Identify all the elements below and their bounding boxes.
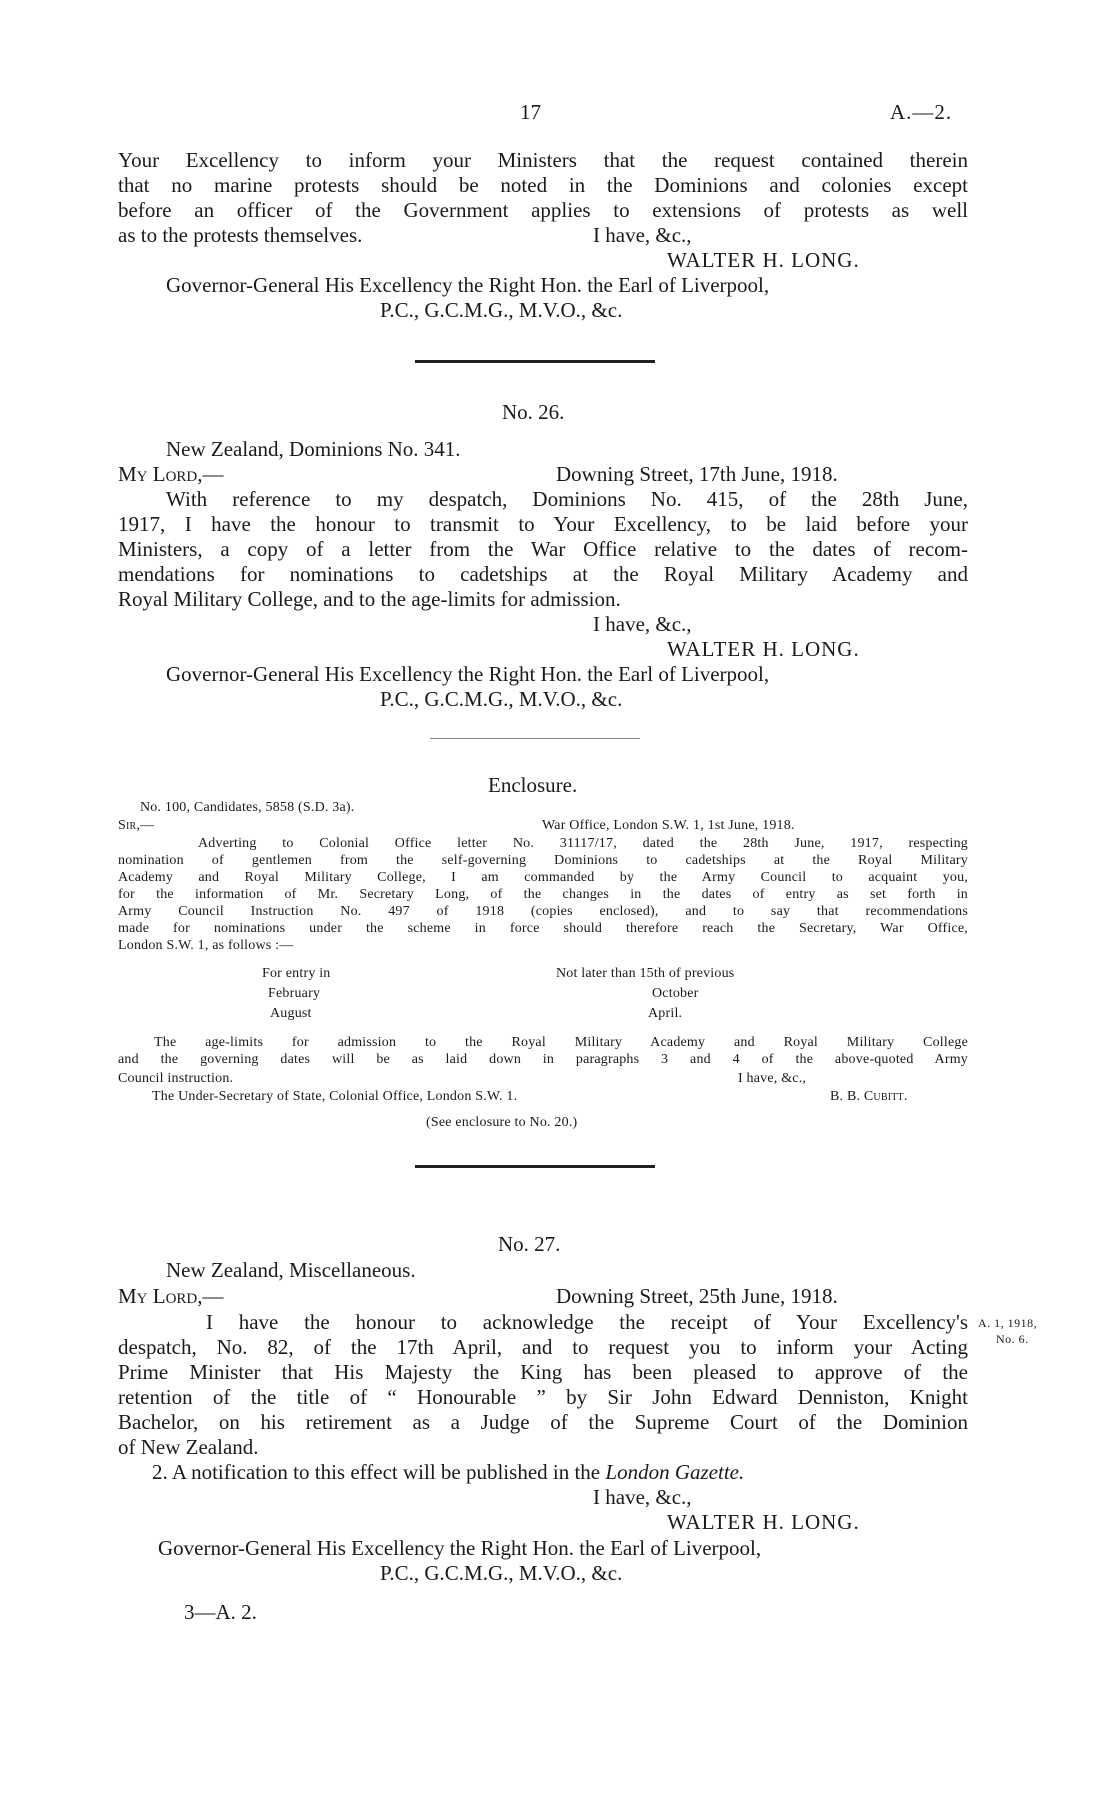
text-line: The age-limits for admission to the Royal Military Academy and Royal Military College xyxy=(154,1035,968,1050)
enclosure-heading: Enclosure. xyxy=(488,773,578,797)
despatch-reference: New Zealand, Dominions No. 341. xyxy=(166,437,461,461)
text-line: nomination of gentlemen from the self-governing Dominions to cadetships at the Royal Military xyxy=(118,853,968,868)
margin-note: No. 6. xyxy=(996,1332,1029,1346)
table-cell-entry: February xyxy=(268,986,321,1001)
text-line: Your Excellency to inform your Ministers that the request contained therein xyxy=(118,148,968,172)
text-line: Adverting to Colonial Office letter No. 31117/17, dated the 28th June, 1917, respecting xyxy=(198,836,968,851)
text-line: Army Council Instruction No. 497 of 1918 (copies enclosed), and to say that recommendations xyxy=(118,904,968,919)
paper-reference: A.—2. xyxy=(890,100,953,124)
table-cell-deadline: April. xyxy=(648,1006,683,1021)
enclosure-paragraph-2 xyxy=(118,1034,968,1068)
paragraph-2 xyxy=(152,1460,744,1485)
despatch-body xyxy=(118,487,968,587)
text-line: before an officer of the Government applies to extensions of protests as well xyxy=(118,198,968,222)
text-line: and the governing dates will be as laid down in paragraphs 3 and 4 of the above-quoted Army xyxy=(118,1052,968,1067)
text-line: Council instruction. xyxy=(118,1071,234,1086)
continuation-paragraph xyxy=(118,148,968,223)
addressee-honours: P.C., G.C.M.G., M.V.O., &c. xyxy=(380,687,623,711)
despatch-heading: No. 27. xyxy=(498,1232,561,1256)
addressee: The Under-Secretary of State, Colonial Office, London S.W. 1. xyxy=(152,1089,518,1104)
page-number: 17 xyxy=(520,100,541,124)
despatch-body xyxy=(118,1310,968,1435)
paragraph-2-text: 2. A notification to this effect will be published in the xyxy=(152,1460,601,1484)
signature-mark: 3—A. 2. xyxy=(184,1600,257,1624)
place-date: Downing Street, 25th June, 1918. xyxy=(556,1284,838,1308)
salutation: My Lord,— xyxy=(118,462,224,486)
text-line: Prime Minister that His Majesty the King has been pleased to approve of the xyxy=(118,1360,968,1384)
text-line: London S.W. 1, as follows :— xyxy=(118,938,294,953)
text-line: 1917, I have the honour to transmit to Your Excellency, to be laid before your xyxy=(118,512,968,536)
despatch-reference: New Zealand, Miscellaneous. xyxy=(166,1258,416,1282)
enclosure-note: (See enclosure to No. 20.) xyxy=(426,1115,578,1130)
despatch-heading: No. 26. xyxy=(502,400,565,424)
signature: WALTER H. LONG. xyxy=(667,637,860,661)
margin-note: A. 1, 1918, xyxy=(978,1316,1038,1330)
table-cell-entry: August xyxy=(270,1006,312,1021)
enclosure-divider xyxy=(430,738,640,739)
text-line: mendations for nominations to cadetships at the Royal Military Academy and xyxy=(118,562,968,586)
text-line: With reference to my despatch, Dominions No. 415, of the 28th June, xyxy=(166,487,968,511)
addressee: Governor-General His Excellency the Right Hon. the Earl of Liverpool, xyxy=(166,662,770,686)
text-line: Bachelor, on his retirement as a Judge of the Supreme Court of the Dominion xyxy=(118,1410,968,1434)
text-line: made for nominations under the scheme in force should therefore reach the Secretary, War Office, xyxy=(118,921,968,936)
section-divider xyxy=(415,1165,655,1168)
table-header-deadline: Not later than 15th of previous xyxy=(556,966,735,981)
addressee: Governor-General His Excellency the Right Hon. the Earl of Liverpool, xyxy=(166,273,770,297)
closing: I have, &c., xyxy=(593,612,692,636)
text-line: as to the protests themselves. xyxy=(118,223,363,247)
salutation: Sir,— xyxy=(118,818,155,833)
text-line: Royal Military College, and to the age-limits for admission. xyxy=(118,587,621,611)
closing: I have, &c., xyxy=(593,1485,692,1509)
text-line: I have the honour to acknowledge the receipt of Your Excellency's xyxy=(206,1310,968,1334)
text-line: Academy and Royal Military College, I am commanded by the Army Council to acquaint you, xyxy=(118,870,968,885)
table-header-entry: For entry in xyxy=(262,966,331,981)
text-line: despatch, No. 82, of the 17th April, and to request you to inform your Acting xyxy=(118,1335,968,1359)
signature: WALTER H. LONG. xyxy=(667,248,860,272)
addressee-honours: P.C., G.C.M.G., M.V.O., &c. xyxy=(380,298,623,322)
addressee: Governor-General His Excellency the Right Hon. the Earl of Liverpool, xyxy=(158,1536,762,1560)
place-date: Downing Street, 17th June, 1918. xyxy=(556,462,838,486)
place-date: War Office, London S.W. 1, 1st June, 1918. xyxy=(542,818,795,833)
text-line: of New Zealand. xyxy=(118,1435,259,1459)
gazette-title: London Gazette. xyxy=(605,1460,745,1484)
addressee-honours: P.C., G.C.M.G., M.V.O., &c. xyxy=(380,1561,623,1585)
table-cell-deadline: October xyxy=(652,986,699,1001)
enclosure-body xyxy=(118,835,968,937)
text-line: retention of the title of “ Honourable ” by Sir John Edward Denniston, Knight xyxy=(118,1385,968,1409)
signature: B. B. Cubitt. xyxy=(830,1089,908,1104)
section-divider xyxy=(415,360,655,363)
closing: I have, &c., xyxy=(593,223,692,247)
text-line: Ministers, a copy of a letter from the War Office relative to the dates of recom- xyxy=(118,537,968,561)
signature: WALTER H. LONG. xyxy=(667,1510,860,1534)
text-line: that no marine protests should be noted in the Dominions and colonies except xyxy=(118,173,968,197)
salutation: My Lord,— xyxy=(118,1284,224,1308)
enclosure-reference: No. 100, Candidates, 5858 (S.D. 3a). xyxy=(140,800,355,815)
closing: I have, &c., xyxy=(738,1071,807,1086)
text-line: for the information of Mr. Secretary Long, of the changes in the dates of entry as set forth in xyxy=(118,887,968,902)
